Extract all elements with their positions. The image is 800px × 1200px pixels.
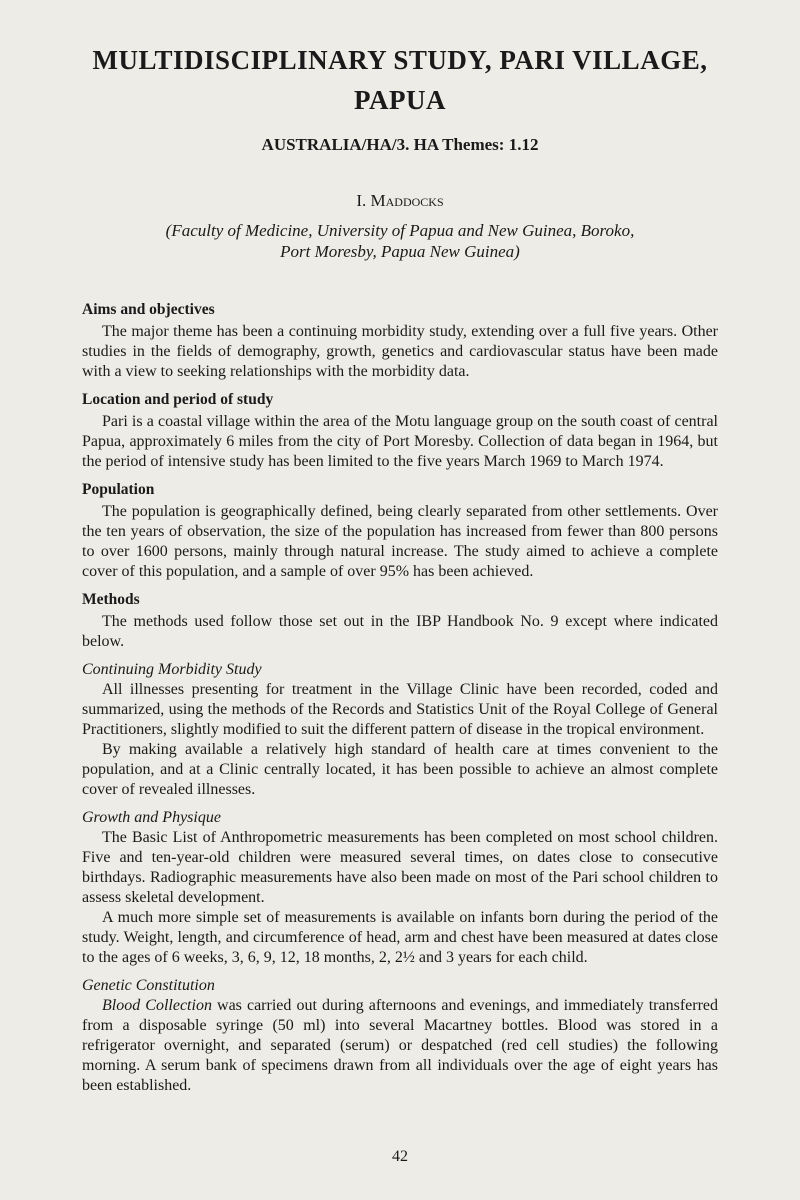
paragraph-population: The population is geographically defined, being clearly separated from other settlements. Over the ten years of observation, the size of the population has increased from fewer than 800 persons to over 1600 persons, mainly through natural increase. The study aimed to achieve a complete cover of this population, and a sample of over 95% has been achieved. (82, 503, 718, 580)
paragraph-location: Pari is a coastal village within the area of the Motu language group on the south coast of central Papua, approximately 6 miles from the city of Port Moresby. Collection of data began in 1964, but the period of intensive study has been limited to the five years March 1969 to March 1974. (82, 413, 718, 470)
title-line-2: PAPUA (354, 85, 446, 115)
paragraph-genetic-1 (82, 996, 718, 1096)
document-title (82, 40, 718, 120)
title-line-1: MULTIDISCIPLINARY STUDY, PARI VILLAGE, (92, 45, 708, 75)
subheading-morbidity: Continuing Morbidity Study (82, 661, 262, 678)
blood-collection-text: was carried out during afternoons and evenings, and immediately transferred from a disposable syringe (50 ml) into several Macartney bottles. Blood was stored in a refrigerator overnight, and separated (serum) or despatched (red cell studies) the following morning. A serum bank of specimens drawn from all individuals over the age of eight years has been established. (82, 997, 719, 1094)
author-affiliation (82, 220, 718, 262)
reference-code: AUSTRALIA/HA/3. HA Themes: 1.12 (261, 135, 539, 154)
page-number: 42 (392, 1148, 408, 1165)
section-heading-population: Population (82, 481, 155, 498)
paragraph-growth-1: The Basic List of Anthropometric measurements has been completed on most school children. Five and ten-year-old children were measured several times, on dates close to consecutive birthdays. Radiographic measurements have also been made on most of the Pari school children to assess skeletal development. (82, 829, 718, 906)
blood-collection-lead: Blood Collection (102, 997, 212, 1014)
affiliation-line-2: Port Moresby, Papua New Guinea) (280, 242, 520, 261)
paragraph-growth-2: A much more simple set of measurements is available on infants born during the period of the study. Weight, length, and circumference of head, arm and chest have been measured at dates close to the ages of 6 weeks, 3, 6, 9, 12, 18 months, 2, 2½ and 3 years for each child. (82, 909, 718, 966)
document-body (82, 300, 718, 1096)
section-heading-location: Location and period of study (82, 391, 274, 408)
paragraph-morbidity-2: By making available a relatively high standard of health care at times convenient to the population, and at a Clinic centrally located, it has been possible to achieve an almost complete cover of revealed illnesses. (82, 741, 718, 798)
paragraph-aims: The major theme has been a continuing morbidity study, extending over a full five years. Other studies in the fields of demography, growth, genetics and cardiovascular status have been made with a view to seeking relationships with the morbidity data. (82, 323, 718, 380)
author-name: I. Maddocks (356, 191, 444, 210)
paragraph-morbidity-1: All illnesses presenting for treatment in the Village Clinic have been recorded, coded and summarized, using the methods of the Records and Statistics Unit of the Royal College of General Practitioners, slightly modified to suit the different pattern of disease in the tropical environment. (82, 681, 718, 738)
section-heading-aims: Aims and objectives (82, 301, 215, 318)
subheading-genetic: Genetic Constitution (82, 977, 215, 994)
subheading-growth: Growth and Physique (82, 809, 221, 826)
section-heading-methods: Methods (82, 591, 140, 608)
affiliation-line-1: (Faculty of Medicine, University of Papua and New Guinea, Boroko, (165, 221, 635, 240)
paragraph-methods: The methods used follow those set out in the IBP Handbook No. 9 except where indicated below. (82, 613, 718, 650)
